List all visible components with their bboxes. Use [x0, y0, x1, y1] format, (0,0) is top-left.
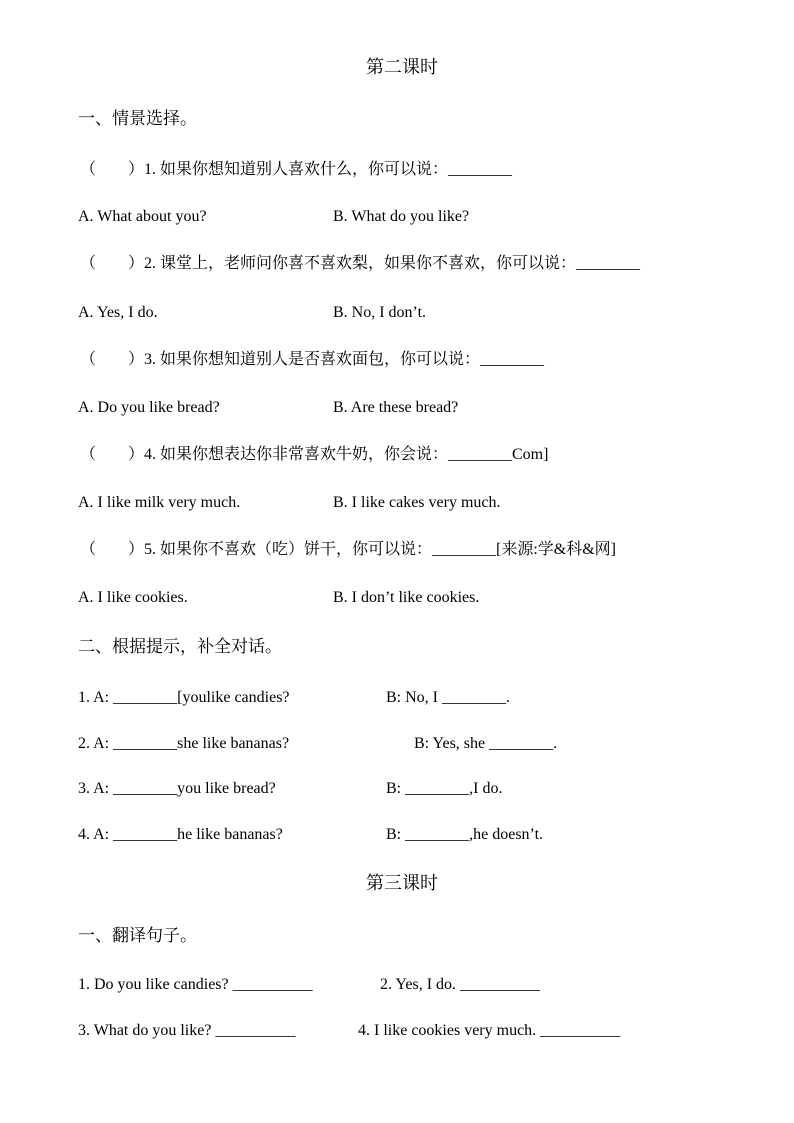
dialogue-a: 2. A: ________she like bananas?	[78, 735, 290, 752]
lesson3-title: 第三课时	[366, 873, 438, 893]
dialogue-b: B: ________,he doesn’t.	[386, 826, 544, 843]
dialogue-b: B: No, I ________.	[386, 689, 510, 706]
section-heading: 二、根据提示，补全对话。	[78, 637, 282, 656]
question-3: （ ）3. 如果你想知道别人是否喜欢面包，你可以说：________	[80, 351, 545, 368]
option-a: A. I like cookies.	[78, 589, 188, 606]
lesson2-title: 第二课时	[366, 57, 438, 77]
question-5: （ ）5. 如果你不喜欢（吃）饼干，你可以说：________[来源:学&科&网]	[80, 541, 616, 558]
translate-item: 1. Do you like candies? __________	[78, 976, 313, 993]
translate-item: 4. I like cookies very much. __________	[358, 1022, 621, 1039]
dialogue-a: 1. A: ________[youlike candies?	[78, 689, 290, 706]
option-b: B. No, I don’t.	[333, 304, 427, 321]
section-heading: 一、翻译句子。	[78, 926, 197, 945]
question-1: （ ）1. 如果你想知道别人喜欢什么，你可以说：________	[80, 161, 513, 178]
option-a: A. Yes, I do.	[78, 304, 158, 321]
translate-item: 3. What do you like? __________	[78, 1022, 296, 1039]
dialogue-b: B: ________,I do.	[386, 780, 503, 797]
question-4: （ ）4. 如果你想表达你非常喜欢牛奶，你会说：________Com]	[80, 446, 549, 463]
option-a: A. I like milk very much.	[78, 494, 241, 511]
option-b: B. What do you like?	[333, 208, 470, 225]
dialogue-a: 4. A: ________he like bananas?	[78, 826, 283, 843]
option-b: B. I like cakes very much.	[333, 494, 501, 511]
option-a: A. Do you like bread?	[78, 399, 220, 416]
section-heading: 一、情景选择。	[78, 109, 197, 128]
dialogue-a: 3. A: ________you like bread?	[78, 780, 276, 797]
option-a: A. What about you?	[78, 208, 207, 225]
question-2: （ ）2. 课堂上，老师问你喜不喜欢梨，如果你不喜欢，你可以说：________	[80, 255, 641, 272]
option-b: B. Are these bread?	[333, 399, 459, 416]
option-b: B. I don’t like cookies.	[333, 589, 480, 606]
dialogue-b: B: Yes, she ________.	[414, 735, 558, 752]
translate-item: 2. Yes, I do. __________	[380, 976, 541, 993]
